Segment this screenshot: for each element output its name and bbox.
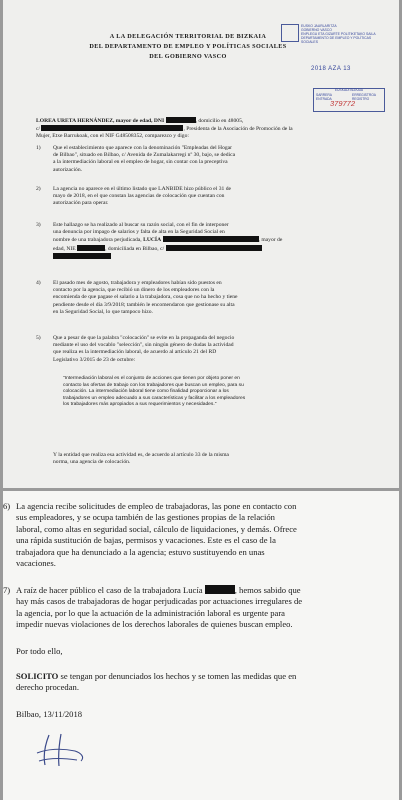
item-number: 2) bbox=[36, 186, 41, 192]
quote-line: trabajadores un empleo adecuado a sus características y facilitar a los empleadores bbox=[63, 395, 246, 401]
document-page-2 bbox=[3, 491, 399, 800]
document-page-1 bbox=[3, 0, 399, 488]
redaction bbox=[53, 253, 111, 259]
intro-text: , Presidenta de la Asociación de Promoción de la bbox=[183, 126, 293, 133]
stamp-line: ERREGISTROA bbox=[352, 93, 376, 97]
entry-stamp bbox=[313, 88, 385, 112]
paragraph-3 bbox=[53, 222, 378, 261]
item-number: 3) bbox=[36, 222, 41, 228]
quote-line: "Intermediación laboral es el conjunto de acciones que tienen por objeto poner en bbox=[63, 376, 240, 381]
stamp-line: GOBIERNO VASCO bbox=[301, 28, 332, 32]
text-line: contacto por la agencia, que recibió un dinero de los empleadores con la bbox=[53, 287, 215, 294]
text-line: nombre de una trabajadora perjudicada, bbox=[53, 237, 142, 244]
paragraph-1 bbox=[53, 145, 378, 174]
signature-date: Bilbao, 13/11/2018 bbox=[16, 709, 83, 719]
stamp-line: ENPLEGU ETA GIZARTE POLITIKETAKO SAILA bbox=[301, 32, 376, 36]
paragraph-4 bbox=[53, 280, 378, 316]
text-line: que realiza es la intermediación laboral, de acuerdo al artículo 21 del RD bbox=[53, 349, 217, 356]
legal-quote bbox=[63, 376, 381, 409]
text-line: derecho procedan. bbox=[16, 682, 79, 693]
item-number: 7) bbox=[3, 585, 11, 595]
item-number: 6) bbox=[3, 501, 11, 511]
text-line: pendiente desde el día 3/9/2018; también le encomendaron que gestionase su alta bbox=[53, 301, 235, 308]
text-line: una denuncia por impago de salarios y falta de alta en la Seguridad Social en bbox=[53, 229, 225, 236]
text-line: sus empleadores, y se ocupa también de las gestiones propias de la relación bbox=[16, 512, 275, 523]
request-paragraph bbox=[16, 671, 384, 694]
text-line: en la Seguridad Social, lo que tampoco hizo. bbox=[53, 308, 153, 315]
paragraph-7 bbox=[16, 585, 384, 631]
text-line: edad, NIE bbox=[53, 245, 76, 252]
item-number: 4) bbox=[36, 280, 41, 286]
stamp-date: 2018 AZA 13 bbox=[311, 66, 351, 72]
stamp-number: 379772 bbox=[330, 99, 356, 108]
paragraph-5-continued bbox=[53, 452, 378, 466]
stamp-line: DEPARTAMENTO DE EMPLEO Y POLÍTICAS SOCIALES bbox=[301, 36, 372, 44]
text-line: una rápida sustitución de bajas, permisos y vacaciones. Este es el caso de la bbox=[16, 535, 276, 546]
intro-text: , domicilio en 48005, bbox=[195, 118, 244, 124]
text-line: laboral, como altas en seguridad social, cálculo de liquidaciones, y demás. Ofrece bbox=[16, 523, 297, 534]
text-line: La agencia no aparece en el último listado que LANBIDE hizo público el 31 de bbox=[53, 186, 232, 192]
text-line: impedir nuevas violaciones de los derechos laborales de quienes buscan empleo. bbox=[16, 619, 293, 630]
paragraph-5 bbox=[53, 335, 378, 364]
item-number: 1) bbox=[36, 145, 41, 151]
text-line: trabajadora que ha denunciado a la agencia; estuvo sustituyendo en unas bbox=[16, 546, 265, 557]
redaction bbox=[166, 245, 262, 251]
text-line: , mayor de bbox=[258, 237, 283, 244]
text-line: , hemos sabido que bbox=[234, 585, 301, 595]
intro-name: LOREA URETA HERNÁNDEZ, mayor de edad, DNI bbox=[36, 118, 165, 124]
text-line: , domiciliada en Bilbao, c/ bbox=[105, 245, 165, 252]
quote-line: contacto las ofertas de trabajo con los trabajadores que buscan un empleo, para su bbox=[63, 382, 244, 388]
text-line: La agencia recibe solicitudes de empleo de trabajadoras, las pone en contacto con bbox=[16, 501, 297, 511]
text-line: a la intermediación laboral en el empleo de hogar, sin contar con la preceptiva bbox=[53, 159, 228, 166]
text-line: encomienda de que pagase el salario a la trabajadora, cosa que no ha hecho y tiene bbox=[53, 294, 238, 301]
stamp-line: EUSKADI BIZKAIA bbox=[334, 88, 364, 92]
text-line: se tengan por denunciados los hechos y se tomen las medidas que en bbox=[60, 671, 297, 681]
text-line: Este hallazgo se ha realizado al buscar su razón social, con el fin de interponer bbox=[53, 222, 229, 228]
item-number: 5) bbox=[36, 335, 41, 341]
redaction bbox=[163, 236, 259, 242]
header-line-3: DEL GOBIERNO VASCO bbox=[149, 53, 227, 60]
text-line: norma, una agencia de colocación. bbox=[53, 459, 131, 466]
intro-text: c/ bbox=[36, 126, 41, 133]
text-line: autorización. bbox=[53, 166, 83, 173]
text-line: Legislativo 3/2015 de 23 de octubre: bbox=[53, 356, 136, 363]
quote-line: los trabajadores más apropiados a sus requerimientos y necesidades." bbox=[63, 402, 217, 408]
closing-phrase: Por todo ello, bbox=[16, 646, 63, 656]
text-line: hay más casos de trabajadoras de hogar perjudicadas por actuaciones irregulares de bbox=[16, 596, 303, 607]
quote-line: colocación. La intermediación laboral tiene como finalidad proporcionar a los bbox=[63, 389, 229, 395]
text-line: autorización para operar. bbox=[53, 200, 109, 207]
text-line: Que a pesar de que la palabra "colocación" se evite en la propaganda del negocio bbox=[53, 335, 235, 341]
text-line: Que el establecimiento que aparece con la denominación "Empleadas del Hogar bbox=[53, 145, 233, 151]
logo-icon bbox=[281, 24, 299, 42]
text-line: Y la entidad que realiza esa actividad es, de acuerdo al artículo 33 de la misma bbox=[53, 452, 229, 458]
signature-icon bbox=[31, 731, 91, 771]
text-line: vacaciones. bbox=[16, 558, 56, 569]
paragraph-6 bbox=[16, 501, 384, 569]
text-line: A raíz de hacer público el caso de la trabajadora Lucía bbox=[16, 585, 203, 595]
header-line-1: A LA DELEGACIÓN TERRITORIAL DE BIZKAIA bbox=[109, 33, 267, 40]
redaction bbox=[41, 125, 183, 131]
registry-stamp bbox=[281, 24, 379, 72]
text-line: la agencia, por lo que la actuación de la administración laboral es urgente para bbox=[16, 607, 285, 618]
intro-text: Mujer, Etxe Barrukoak, con el NIF G48508352, comparezco y digo: bbox=[36, 133, 189, 140]
text-line: mediante el uso del vocablo "selección", sin ningún género de dudas la actividad bbox=[53, 342, 234, 349]
request-keyword: SOLICITO bbox=[16, 671, 59, 681]
header-line-2: DEL DEPARTAMENTO DE EMPLEO Y POLÍTICAS SOCIALES bbox=[89, 43, 287, 50]
text-line: mayo de 2018, en el que constan las agencias de colocación que cuentan con bbox=[53, 193, 225, 200]
stamp-line: EUSKO JAURLARITZA bbox=[301, 24, 337, 28]
stamp-line: SARRERA bbox=[316, 93, 332, 97]
stamp-line: ENTRADA bbox=[316, 96, 332, 101]
redaction bbox=[205, 585, 235, 594]
text-line: El pasado mes de agosto, trabajadora y empleadores habían sido puestos en bbox=[53, 280, 222, 286]
intro-paragraph bbox=[36, 117, 376, 141]
paragraph-2 bbox=[53, 186, 378, 208]
text-line: de Bilbao", situado en Bilbao, c/ Avenida de Zumalakarregi nº 30, bajo, se dedica bbox=[53, 152, 236, 159]
redaction bbox=[166, 117, 196, 123]
stamp-line: REGISTRO bbox=[352, 96, 370, 101]
redaction bbox=[77, 245, 105, 251]
worker-name: LUCÍA bbox=[143, 237, 162, 244]
